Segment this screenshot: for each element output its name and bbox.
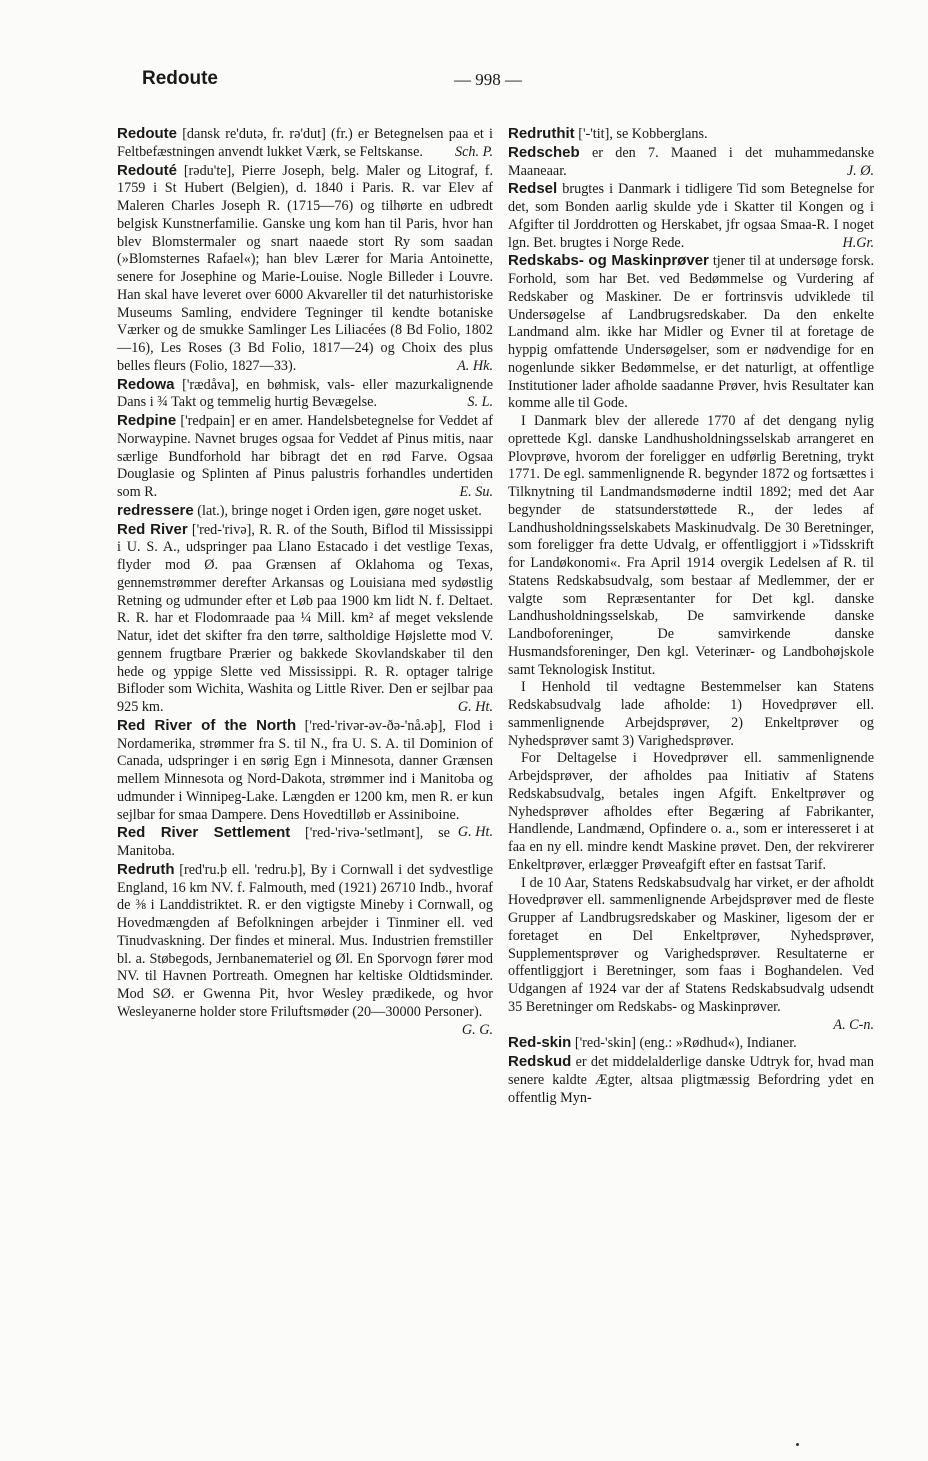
entry-text: ['red-'skin] (eng.: »Rødhud«), Indianer. xyxy=(571,1035,797,1052)
dictionary-entry xyxy=(508,1034,874,1053)
headword: Red River of the North xyxy=(117,716,297,734)
author-signature: A. Hk. xyxy=(457,357,493,374)
headword: redressere xyxy=(117,501,194,519)
author-signature: H.Gr. xyxy=(842,234,874,251)
headword: Redsel xyxy=(508,180,558,198)
entry-text: ['red-'rivər-əv-ðə-'nå.əþ], Flod i Nordamerika, strømmer fra S. til N., fra U. S. A. til Dominion of Canada, udspringer i en sørig Egn i Minnesota, danner Grænsen mellem Minnesota og Nord-Dakota, strømmer ind i Manitoba og udmunder i Winnipeg-Lake. Længden er 1200 km, men R. er kun sejlbar for smaa Dampere. Dens Hovedtilløb er Assiniboine. xyxy=(117,717,493,823)
running-head: Redoute xyxy=(142,68,218,89)
headword: Redruth xyxy=(117,860,175,878)
right-column xyxy=(508,125,874,1107)
headword: Redruthit xyxy=(508,125,575,142)
headword: Redskabs- og Maskinprøver xyxy=(508,252,709,270)
dictionary-entry xyxy=(508,125,874,144)
author-signature: Sch. P. xyxy=(455,143,493,160)
entry-text: ['red-'rivə-'setlmənt], se Manitoba. xyxy=(117,825,450,859)
dictionary-entry xyxy=(508,1053,874,1107)
author-signature: G. Ht. xyxy=(457,824,493,841)
page-speck xyxy=(796,1443,799,1446)
entry-text: ['rædåva], en bøhmisk, vals- eller mazurkalignende Dans i ¾ Takt og temmelig hurtig Bevægelse. xyxy=(117,376,493,411)
headword: Redowa xyxy=(117,375,175,393)
headword: Redskud xyxy=(508,1053,572,1070)
author-signature: G. G. xyxy=(461,1021,493,1038)
dictionary-entry xyxy=(508,144,874,181)
dictionary-entry xyxy=(117,860,493,1038)
page-header xyxy=(142,68,892,100)
author-signature: G. Ht. xyxy=(457,699,493,715)
headword: Redouté xyxy=(117,161,177,179)
author-signature: S. L. xyxy=(467,394,493,411)
dictionary-entry xyxy=(117,502,493,521)
dictionary-entry xyxy=(508,252,874,413)
headword: Redpine xyxy=(117,412,177,429)
paragraph: I de 10 Aar, Statens Redskabsudvalg har virket, er der afholdt Hovedprøver ell. sammenlignende Arbejdsprøver med de fleste Grupper af Landbrugsredskaber og Maskiner, ligesom der er foretaget en Del Enkeltprøver, Nyhedsprøver, Supplementsprøver og Varighedsprøver. Resultaterne er offentliggjort i Beretninger, som faas i Boghandelen. Ved Udgangen af 1924 var der af Statens Redskabsudvalg udsendt 35 Beretninger om Redskabs- og Maskinprøver. xyxy=(508,874,874,1015)
paragraph: I Danmark blev der allerede 1770 af det dengang nylig oprettede Kgl. danske Landhusholdningsselskab arrangeret en Plovprøve, hvorom der foreligger en udførlig Beretning, trykt 1771. De egl. sammenlignende R. begynder 1872 og fortsættes i Tilknytning til Landmandsmøderne indtil 1892; med det Aar begynder de statsunderstøttede R., der ledes af Landhusholdningsselskabets Maskinudvalg. De 30 Beretninger, som foreligger fra dette Udvalg, er offentliggjort i »Tidsskrift for Landøkonomi«. Fra April 1914 overgik Ledelsen af R. til Statens Redskabsudvalg, som bestaar af Medlemmer, der er valgte som Repræsentanter for Det kgl. danske Landhusholdningsselskab, De samvirkende danske Landboforeninger, De samvirkende danske Husmandsforeninger, Den kgl. Veterinær- og Landbohøjskole samt Teknologisk Institut. xyxy=(508,413,874,678)
entry-text: ['red-'rivə], R. R. of the South, Biflod til Mississippi i U. S. A., udspringer paa Llano Estacado i det vestlige Texas, flyder mod Ø. paa Grænsen af Oklahoma og Texas, gennemstrømmer derefter Arkansas og Louisiana med sydøstlig Retning og udmunder efter et Løb paa 1900 km lidt N. f. Deltaet. R. R. har et Flodomraade paa ¼ Mill. km² af meget vekslende Natur, idet det skifter fra den tørre, saltholdige Højslette mod V. gennem frugtbare Prærier og bakkede Skovlandskaber til den hede og yppige Slette ved Mississippi. R. R. optager talrige Bifloder som Wichita, Washita og Little River. Den er sejlbar paa 925 km. xyxy=(117,521,494,715)
entry-text: er den 7. Maaned i det muhammedanske Maaneaar. xyxy=(508,144,874,179)
dictionary-entry xyxy=(117,412,493,502)
headword: Redscheb xyxy=(508,143,580,161)
entry-text: ['-'tit], se Kobberglans. xyxy=(574,126,708,142)
dictionary-entry xyxy=(117,162,493,376)
entry-text: [red'ru.þ ell. 'redru.þ], By i Cornwall i det sydvestlige England, 16 km NV. f. Falmouth, med (1921) 26710 Indb., hvoraf de ⅜ i Landdistriktet. R. er den vigtigste Mineby i Cornwall, og Hovedmængden af Befolkningen arbejder i Tinminer ell. ved Tinudvaskning. Der findes et mineral. Mus. Industrien fremstiller bl. a. Støbegods, Jernbanemateriel og Øl. En Sporvogn fører mod NV. til Havnen Portreath. Omegnen har keltiske Oldtidsminder. Mod SØ. er Gwenna Pit, hvor Wesley prædikede, og hvor Wesleyanerne holder store Friluftsmøder (20—30000 Personer). xyxy=(117,861,493,1020)
headword: Red River xyxy=(117,520,188,538)
dictionary-entry xyxy=(117,125,493,162)
left-column xyxy=(117,125,493,1039)
paragraph: For Deltagelse i Hovedprøver ell. sammenlignende Arbejdsprøver, der afholdes paa Initiativ af Statens Redskabsudvalg, betales ingen Afgift. Enkeltprøver og Nyhedsprøver afholdes efter Begæring af Fabrikanter, Handlende, Landmænd, Opfindere o. a., som er interesseret i at faa en ny ell. mindre kendt Maskine prøvet. Den, der rekvirerer Enkeltprøver, erlægger Prøveafgift efter en fastsat Tarif. xyxy=(508,750,874,873)
author-signature: A. C-n. xyxy=(833,1016,874,1033)
entry-text: ['redpain] er en amer. Handelsbetegnelse for Veddet af Norwaypine. Navnet bruges ogsaa for Veddet af Pinus mitis, naar særlige Bundforhold har bibragt det en rød Farve. Ogsaa Douglasie og Splinten af Pinus palustris forhandles undertiden som R. xyxy=(117,413,493,500)
headword: Red River Settlement xyxy=(117,824,291,842)
dictionary-entry xyxy=(117,824,493,861)
headword: Redoute xyxy=(117,125,177,142)
page-number: — 998 — xyxy=(454,70,522,89)
entry-text: tjener til at undersøge forsk. Forhold, som har Bet. ved Bedømmelse og Vurdering af Redskaber og Maskiner. De er fortrinsvis udviklede til Undersøgelse af Landbrugsredskaber. Da den enkelte Landmand alm. ikke har Midler og Evner til at foretage de hyppig omfattende Undersøgelser, som er nødvendige for en nogenlunde sikker Bedømmelse, er det naturligt, at offentlige Institutioner lader afholde saadanne Prøver, hvis Resultater kan komme alle til Gode. xyxy=(508,253,875,412)
entry-text: (lat.), bringe noget i Orden igen, gøre noget usket. xyxy=(193,502,482,519)
entry-text: brugtes i Danmark i tidligere Tid som Betegnelse for det, som Bonden aarlig skulde yde i Skatter til Kongen og i Afgifter til Jorddrotten og Herskabet, jfr ogsaa Smaa-R. I noget lgn. Bet. brugtes i Norge Rede. xyxy=(508,181,874,251)
headword: Red-skin xyxy=(508,1034,572,1052)
entry-text: [rədu'te], Pierre Joseph, belg. Maler og Litograf, f. 1759 i St Hubert (Belgien), d. 1840 i Paris. R. var Elev af Maleren Charles Joseph R. (1715—76) og tilhørte en udbredt belgisk Kunstnerfamilie. Ganske ung kom han til Paris, hvor han blev Blomstermaler og snart naaede stort Ry som saadan (»Blomsternes Rafael«); han blev Lærer for Maria Antoinette, senere for Josephine og Marie-Louise. Nogle Billeder i Louvre. Han skal have leveret over 6000 Akvareller til det naturhistoriske Museums Samling, endvidere Tegninger til kendte botaniske Værker og de smukke Samlinger Les Liliacées (8 Bd Folio, 1802—16), Les Roses (3 Bd Folio, 1817—24) og Choix des plus belles fleurs (Folio, 1827—33). xyxy=(117,162,493,374)
entry-text: [dansk re'dutə, fr. rə'dut] (fr.) er Betegnelsen paa et i Feltbefæstningen anvendt lukket Værk, se Feltskanse. xyxy=(117,126,493,160)
entry-text: er det middelalderlige danske Udtryk for, hvad man senere kaldte Ægter, altsaa pligtmæssig Befordring ydet en offentlig Myn- xyxy=(508,1054,874,1106)
paragraph: I Henhold til vedtagne Bestemmelser kan Statens Redskabsudvalg lade afholde: 1) Hovedprøver ell. sammenlignende Arbejdsprøver, 2) Enkeltprøver og Nyhedsprøver samt 3) Varighedsprøver. xyxy=(508,679,874,749)
dictionary-entry xyxy=(117,521,493,717)
author-signature: E. Su. xyxy=(459,484,493,500)
dictionary-entry xyxy=(117,376,493,413)
author-signature: J. Ø. xyxy=(846,162,874,179)
dictionary-entry xyxy=(508,180,874,252)
